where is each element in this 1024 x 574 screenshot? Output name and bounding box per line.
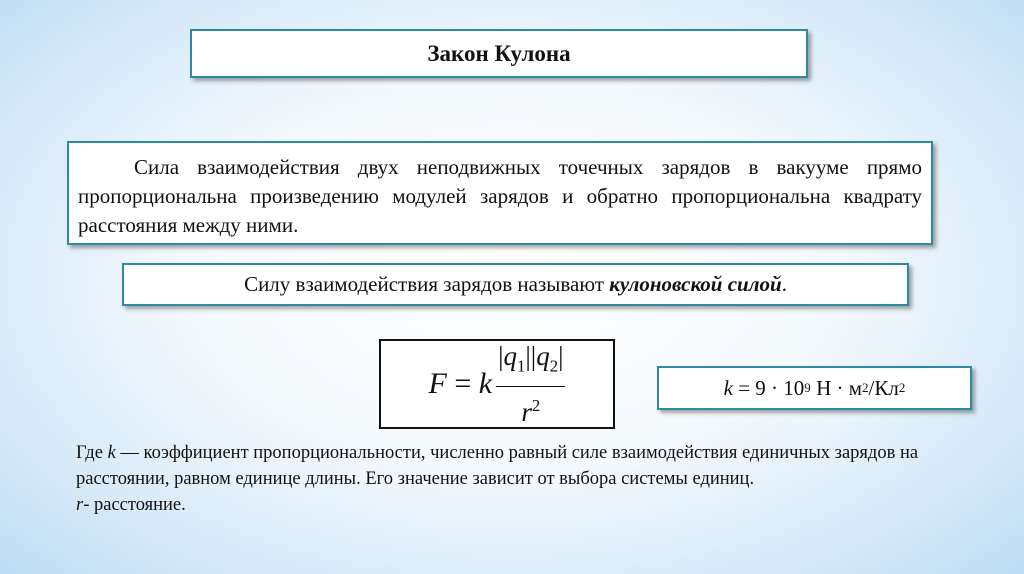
formula-r: r <box>521 396 532 427</box>
explanation-k-text: — коэффициент пропорциональности, численно равный силе взаимодействия единичных зарядов на расстоянии, равном единице длины. Его значение зависит от выбора системы единиц. <box>76 443 919 489</box>
formula-q2: q <box>536 341 550 372</box>
explanation-r <box>76 492 976 518</box>
formula-q1-sub: 1 <box>517 356 526 376</box>
formula-denominator <box>521 387 540 429</box>
constant-box <box>657 366 972 410</box>
formula-numerator: $|q_1||q_2|$ <box>496 339 565 386</box>
constant-units-exp: 2 <box>862 380 869 395</box>
page-title: Закон Кулона <box>427 40 571 66</box>
constant-units: Н · м <box>810 375 863 400</box>
formula-k: k <box>478 367 493 400</box>
constant-exponent: 9 <box>804 380 811 395</box>
naming-box <box>122 263 909 306</box>
formula-lhs: F <box>428 367 447 400</box>
formula-equals: = <box>446 367 479 400</box>
explanation-r-text: - расстояние. <box>83 495 186 515</box>
explanation-k-symbol: k <box>107 443 116 463</box>
explanation-k <box>76 440 976 492</box>
coulomb-formula <box>379 339 615 429</box>
naming-suffix: . <box>781 272 787 296</box>
formula-r-sup: 2 <box>531 395 541 415</box>
naming-term: кулоновской силой <box>609 272 782 296</box>
constant-value: = 9 · 10 <box>732 375 805 400</box>
constant-units-tail-exp: 2 <box>898 380 906 395</box>
definition-box <box>67 141 933 245</box>
constant-units-tail: /Кл <box>868 375 899 400</box>
naming-prefix: Силу взаимодействия зарядов называют <box>244 272 610 296</box>
explanation-prefix: Где <box>76 443 108 463</box>
definition-text: Сила взаимодействия двух неподвижных точечных зарядов в вакууме прямо пропорциональна произведению модулей зарядов и обратно пропорциональна квадрату расстояния между ними. <box>78 155 922 237</box>
constant-symbol: k <box>723 375 733 400</box>
explanation-r-symbol: r <box>76 495 84 515</box>
title-box <box>190 29 808 78</box>
formula-fraction <box>496 339 565 428</box>
formula-q2-sub: 2 <box>549 356 559 376</box>
formula-q1: q <box>503 341 517 372</box>
explanation <box>76 440 976 518</box>
